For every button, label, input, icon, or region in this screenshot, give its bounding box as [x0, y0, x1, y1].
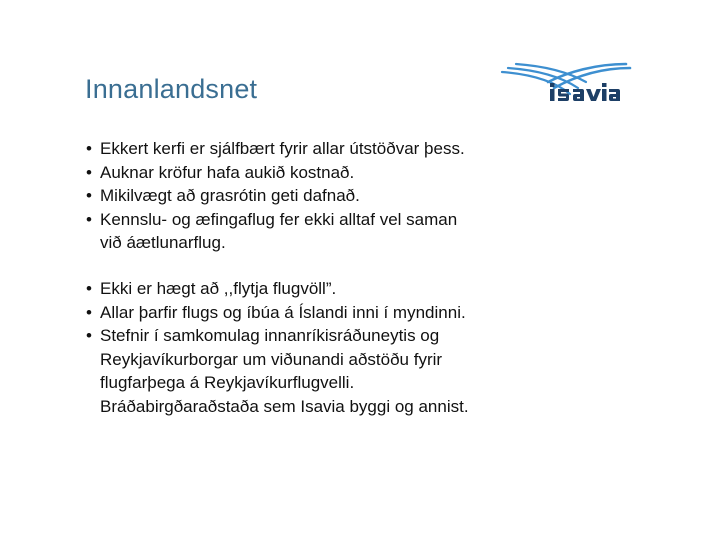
- list-item: [84, 208, 644, 255]
- bullet-glyph: •: [86, 326, 92, 345]
- bullet-glyph: •: [86, 279, 92, 298]
- list-item: [84, 324, 644, 418]
- bullet-glyph: •: [86, 139, 92, 158]
- bullet-glyph: •: [86, 302, 92, 322]
- list-item-continuation: við áætlunarflug.: [100, 233, 226, 252]
- list-item-text: Ekki er hægt að ,,flytja flugvöll”.: [100, 279, 337, 298]
- list-item-text: Allar þarfir flugs og íbúa á Íslandi inni í myndinni.: [100, 302, 466, 322]
- bullet-glyph: •: [86, 186, 92, 205]
- list-item-continuation: Reykjavíkurborgar um viðunandi aðstöðu fyrir: [100, 349, 443, 369]
- bullet-list-1: [84, 137, 644, 255]
- list-item: [84, 161, 644, 185]
- list-item-text: Ekkert kerfi er sjálfbært fyrir allar útstöðvar þess.: [100, 139, 465, 158]
- isavia-logo: [498, 58, 638, 106]
- bullet-glyph: •: [86, 209, 92, 229]
- list-item: [84, 137, 644, 161]
- list-item: [84, 301, 644, 325]
- bullet-list-2: [84, 277, 644, 418]
- isavia-logo-graphic: [498, 58, 638, 106]
- list-item-text: Auknar kröfur hafa aukið kostnað.: [100, 162, 355, 182]
- bullet-glyph: •: [86, 162, 92, 182]
- list-item-text: Mikilvægt að grasrótin geti dafnað.: [100, 186, 360, 205]
- list-item: [84, 184, 644, 208]
- list-item-continuation: Bráðabirgðaraðstaða sem Isavia byggi og annist.: [100, 396, 469, 416]
- list-item-continuation: flugfarþega á Reykjavíkurflugvelli.: [100, 373, 355, 392]
- list-item: [84, 277, 644, 301]
- slide-title: Innanlandsnet: [85, 74, 258, 104]
- list-item-text: Kennslu- og æfingaflug fer ekki alltaf vel saman: [100, 209, 458, 229]
- list-item-text: Stefnir í samkomulag innanríkisráðuneytis og: [100, 326, 440, 345]
